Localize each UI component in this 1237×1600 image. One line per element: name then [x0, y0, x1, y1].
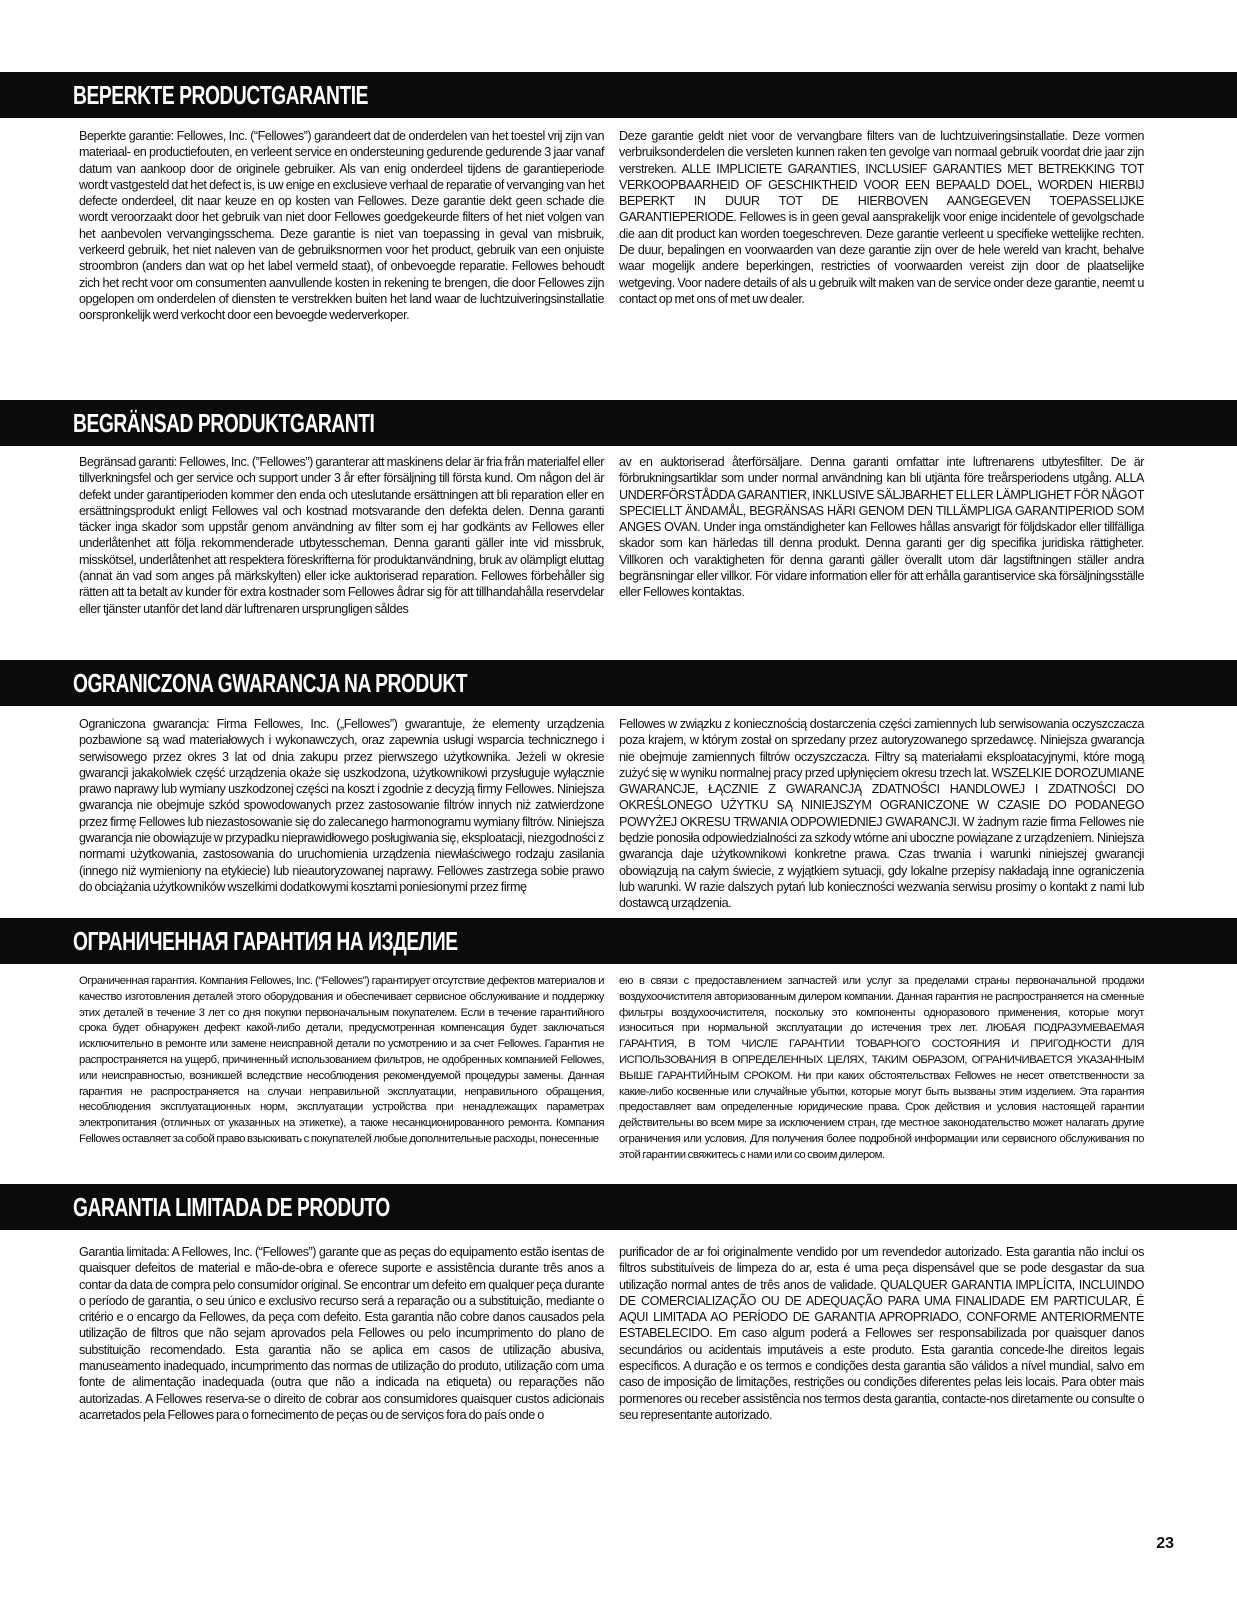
- section-header-swedish: [0, 400, 1237, 446]
- swedish-text-left: Begränsad garanti: Fellowes, Inc. (”Fellowes”) garanterar att maskinens delar är fria från materialfel eller tillverkningsfel och ger service och support under 3 år efter försäljning till första kund. Om någon del är defekt under garantiperioden kommer den enda och uteslutande ersättningen att bli reparation eller en ersättningsprodukt enligt Fellowes val och kostnad motsvarande den defekta delen. Denna garanti täcker inga skador som uppstår genom användning av filter som ej har godkänts av Fellowes eller underlåtenhet att följa rekommenderade utbytesscheman. Denna garanti gäller inte vid missbruk, misskötsel, underlåtenhet att respektera föreskrifterna för produktanvändning, bruk av olämpligt eluttag (annat än vad som anges på märkskylten) eller icke auktoriserad reparation. Fellowes förbehåller sig rätten att ta betalt av kunder för extra kostnader som Fellowes ådrar sig för att tillhandahålla reservdelar eller tjänster utanför det land där luftrenaren ursprungligen såldes: [79, 455, 604, 616]
- russian-text-right: ею в связи с предоставлением запчастей или услуг за пределами страны первоначальной продажи воздухоочистителя авторизованным дилером компании. Данная гарантия не распространяется на сменные фильтры воздухоочистителя, поскольку это компоненты одноразового применения, которые могут износиться при нормальной эксплуатации до истечения трех лет. ЛЮБАЯ ПОДРАЗУМЕВАЕМАЯ ГАРАНТИЯ, В ТОМ ЧИСЛЕ ГАРАНТИИ ТОВАРНОГО СОСТОЯНИЯ И ПРИГОДНОСТИ ДЛЯ ИСПОЛЬЗОВАНИЯ В ОПРЕДЕЛЕННЫХ ЦЕЛЯХ, ТАКИМ ОБРАЗОМ, ОГРАНИЧИВАЕТСЯ УКАЗАННЫМ ВЫШЕ ГАРАНТИЙНЫМ СРОКОМ. Ни при каких обстоятельствах Fellowes не несет ответственности за какие-либо косвенные или случайные убытки, которые могут быть вызваны этим изделием. Эта гарантия предоставляет вам определенные юридические права. Срок действия и условия настоящей гарантии действительны во всем мире за исключением стран, где местное законодательство может налагать другие ограничения или условия. Для получения более подробной информации или сервисного обслуживания по этой гарантии свяжитесь с нами или со своим дилером.: [619, 975, 1144, 1161]
- section-title-polish: OGRANICZONA GWARANCJA NA PRODUKT: [73, 668, 468, 698]
- section-header-portuguese: [0, 1184, 1237, 1230]
- polish-text-right: Fellowes w związku z koniecznością dostarczenia części zamiennych lub serwisowania oczyszczacza poza krajem, w którym został on sprzedany przez autoryzowanego sprzedawcę. Niniejsza gwarancja nie obejmuje zamiennych filtrów oczyszczacza. Filtry są materiałami eksploatacyjnymi, które mogą zużyć się w wyniku normalnej pracy przed upłynięciem okresu trzech lat. WSZELKIE DOROZUMIANE GWARANCJE, ŁĄCZNIE Z GWARANCJĄ ZDATNOŚCI HANDLOWEJ I ZDATNOŚCI DO OKREŚLONEGO UŻYTKU SĄ NINIEJSZYM OGRANICZONE W CZASIE DO PODANEGO POWYŻEJ OKRESU TRWANIA ODPOWIEDNIEJ GWARANCJI. W żadnym razie firma Fellowes nie będzie ponosiła odpowiedzialności za szkody wtórne ani uboczne powiązane z urządzeniem. Niniejsza gwarancja daje użytkownikowi konkretne prawa. Czas trwania i warunki niniejszej gwarancji obowiązują na całym świecie, z wyjątkiem sytuacji, gdy lokalne przepisy nakładają inne ograniczenia lub warunki. W razie dalszych pytań lub konieczności wezwania serwisu prosimy o kontakt z nami lub dostawcą urządzenia.: [619, 717, 1144, 911]
- section-header-dutch: [0, 72, 1237, 118]
- page-number: 23: [1156, 1535, 1174, 1552]
- swedish-text-right: av en auktoriserad återförsäljare. Denna garanti omfattar inte luftrenarens utbytesfilter. De är förbrukningsartiklar som under normal användning kan bli utjänta före treårsperiodens utgång. ALLA UNDERFÖRSTÅDDA GARANTIER, INKLUSIVE SÄLJBARHET ELLER LÄMPLIGHET FÖR NÅGOT SPECIELLT ÄNDAMÅL, BEGRÄNSAS HÄRI GENOM DEN TILLÄMPLIGA GARANTIPERIOD SOM ANGES OVAN. Under inga omständigheter kan Fellowes hållas ansvarigt för följdskador eller tillfälliga skador som kan härledas till denna produkt. Denna garanti ger dig specifika juridiska rättigheter. Villkoren och varaktigheten för denna garanti gäller överallt utom där lagstiftningen ställer andra begränsningar eller villkor. För vidare information eller för att erhålla garantiservice ska försäljningsställe eller Fellowes kontaktas.: [619, 455, 1144, 600]
- section-title-portuguese: GARANTIA LIMITADA DE PRODUTO: [73, 1192, 390, 1222]
- russian-text-left: Ограниченная гарантия. Компания Fellowes, Inc. (“Fellowes”) гарантирует отсутствие дефектов материалов и качество изготовления деталей этого оборудования и обеспечивает сервисное обслуживание и поддержку этих деталей в течение 3 лет со дня покупки первоначальным покупателем. Если в течение гарантийного срока будет обнаружен дефект какой-либо детали, предусмотренная компенсация будет заключаться исключительно в ремонте или замене неисправной детали по усмотрению и за счет Fellowes. Гарантия не распространяется на ущерб, причиненный использованием фильтров, не одобренных компанией Fellowes, или неисправностью, возникшей вследствие несоблюдения рекомендуемой процедуры замены. Данная гарантия не распространяется на случаи неправильной эксплуатации, неправильного обращения, несоблюдения эксплуатационных норм, эксплуатации устройства при ненадлежащих параметрах электропитания (отличных от указанных на этикетке), а также несанкционированного ремонта. Компания Fellowes оставляет за собой право взыскивать с покупателей любые дополнительные расходы, понесенные: [79, 975, 604, 1145]
- polish-text-left: Ograniczona gwarancja: Firma Fellowes, Inc. („Fellowes”) gwarantuje, że elementy urządzenia pozbawione są wad materiałowych i wykonawczych, oraz zapewnia usługi wsparcia technicznego i serwisowego przez okres 3 lat od dnia zakupu przez pierwszego użytkownika. Jeżeli w okresie gwarancji jakakolwiek część urządzenia okaże się uszkodzona, użytkownikowi przysługuje wyłącznie prawo naprawy lub wymiany uszkodzonej części na koszt i zgodnie z decyzją firmy Fellowes. Niniejsza gwarancja nie obejmuje szkód spowodowanych przez zastosowanie filtrów innych niż zatwierdzone przez firmę Fellowes lub niezastosowanie się do zalecanego harmonogramu wymiany filtrów. Niniejsza gwarancja nie obowiązuje w przypadku nieprawidłowego posługiwania się, eksploatacji, niezgodności z normami użytkowania, zastosowania do uruchomienia urządzenia niewłaściwego rodzaju zasilania (innego niż wymieniony na etykiecie) lub nieautoryzowanej naprawy. Fellowes zastrzega sobie prawo do obciążania użytkowników wszelkimi dodatkowymi kosztami poniesionymi przez firmę: [79, 717, 604, 894]
- section-header-polish: [0, 660, 1237, 706]
- section-title-russian: ОГРАНИЧЕННАЯ ГАРАНТИЯ НА ИЗДЕЛИЕ: [73, 926, 458, 956]
- dutch-text-right: Deze garantie geldt niet voor de vervangbare filters van de luchtzuiveringsinstallatie. Deze vormen verbruiksonderdelen die versleten kunnen raken ten gevolge van normaal gebruik voordat drie jaar zijn verstreken. ALLE IMPLICIETE GARANTIES, INCLUSIEF GARANTIES MET BETREKKING TOT VERKOOPBAARHEID OF GESCHIKTHEID VOOR EEN BEPAALD DOEL, WORDEN HIERBIJ BEPERKT IN DUUR TOT DE HIERBOVEN AANGEGEVEN TOEPASSELIJKE GARANTIEPERIODE. Fellowes is in geen geval aansprakelijk voor enige incidentele of gevolgschade die aan dit product kan worden toegeschreven. Deze garantie verleent u specifieke wettelijke rechten. De duur, bepalingen en voorwaarden van deze garantie zijn over de hele wereld van kracht, behalve waar mogelijk andere beperkingen, restricties of voorwaarden vereist zijn door de plaatselijke wetgeving. Voor nadere details of als u gebruik wilt maken van de service onder deze garantie, neemt u contact op met ons of met uw dealer.: [619, 129, 1144, 306]
- section-title-swedish: BEGRÄNSAD PRODUKTGARANTI: [73, 408, 375, 438]
- section-header-russian: [0, 918, 1237, 964]
- portuguese-text-left: Garantia limitada: A Fellowes, Inc. (“Fellowes”) garante que as peças do equipamento estão isentas de quaisquer defeitos de material e mão-de-obra e oferece suporte e assistência durante três anos a contar da data de compra pelo consumidor original. Se encontrar um defeito em qualquer peça durante o período de garantia, o seu único e exclusivo recurso será a reparação ou a substituição, mediante o critério e o encargo da Fellowes, da peça com defeito. Esta garantia não cobre danos causados pela utilização de filtros que não sejam aprovados pela Fellowes ou pelo incumprimento do plano de substituição recomendado. Esta garantia não se aplica em casos de utilização abusiva, manuseamento inadequado, incumprimento das normas de utilização do produto, utilização com uma fonte de alimentação inadequada (outra que não a indicada na etiqueta) ou reparações não autorizadas. A Fellowes reserva-se o direito de cobrar aos consumidores quaisquer custos adicionais acarretados pela Fellowes para o fornecimento de peças ou de serviços fora do país onde o: [79, 1245, 604, 1422]
- section-title-dutch: BEPERKTE PRODUCTGARANTIE: [73, 80, 369, 110]
- dutch-text-left: Beperkte garantie: Fellowes, Inc. (“Fellowes”) garandeert dat de onderdelen van het toestel vrij zijn van materiaal- en productiefouten, en verleent service en ondersteuning gedurende gedurende 3 jaar vanaf datum van aankoop door de originele gebruiker. Als van enig onderdeel tijdens de garantieperiode wordt vastgesteld dat het defect is, is uw enige en exclusieve verhaal de reparatie of vervanging van het defecte onderdeel, dit naar keuze en op kosten van Fellowes. Deze garantie dekt geen schade die wordt veroorzaakt door het gebruik van niet door Fellowes goedgekeurde filters of het niet volgen van het aanbevolen vervangingsschema. Deze garantie is niet van toepassing in geval van misbruik, verkeerd gebruik, het niet naleven van de gebruiksnormen voor het product, gebruik van een onjuiste stroombron (anders dan wat op het label vermeld staat), of onbevoegde reparatie. Fellowes behoudt zich het recht voor om consumenten aanvullende kosten in rekening te brengen, die door Fellowes zijn opgelopen om onderdelen of diensten te verstrekken buiten het land waar de luchtzuiveringsinstallatie oorspronkelijk werd verkocht door een bevoegde wederverkoper.: [79, 129, 604, 323]
- portuguese-text-right: purificador de ar foi originalmente vendido por um revendedor autorizado. Esta garantia não inclui os filtros substituíveis de limpeza do ar, esta é uma peça dispensável que se pode desgastar da sua utilização normal antes de três anos de validade. QUALQUER GARANTIA IMPLÍCITA, INCLUINDO DE COMERCIALIZAÇÃO OU DE ADEQUAÇÃO PARA UMA FINALIDADE EM PARTICULAR, É AQUI LIMITADA AO PERÍODO DE GARANTIA APROPRIADO, CONFORME ANTERIORMENTE ESTABELECIDO. Em caso algum poderá a Fellowes ser responsabilizada por quaisquer danos secundários ou acidentais imputáveis a este produto. Esta garantia concede-lhe direitos legais específicos. A duração e os termos e condições desta garantia são válidos a nível mundial, salvo em caso de imposição de limitações, restrições ou condições diferentes pelas leis locais. Para obter mais pormenores ou receber assistência nos termos desta garantia, contacte-nos diretamente ou consulte o seu representante autorizado.: [619, 1245, 1144, 1422]
